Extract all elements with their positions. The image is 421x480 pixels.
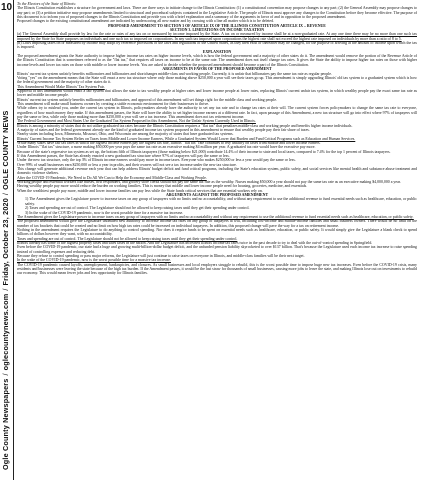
notice-paragraph: Illinois' Current Income Tax System Relies on Taxes from Middle and Lower Income Earners, While a Graduated System Would Lower that Burden and Fund Critical Programs such as Education and Human Services. xyxy=(17,136,356,141)
notice-paragraph: Illinois already has some of the highest property taxes and sales taxes in the nation. And the Legislature has increased Illinois income tax rates twice in the past decade to try to deal with the out-of-control spending in Springfield. xyxy=(17,240,373,245)
notice-paragraph: Nearby states including Iowa, Minnesota, Missouri, Ohio, and Wisconsin are among the majority of states that have graduated tax systems. xyxy=(17,132,234,137)
folio-date: Friday, October 23, 2020 xyxy=(1,198,10,286)
page-sidebar xyxy=(0,0,14,480)
notice-paragraph: Under the new tax structure, only the top 3% of Illinois income earners would pay more in income taxes. Everyone who makes $250,000 or less a year would pay the same or less. xyxy=(17,158,296,163)
notice-paragraph: To the Electors of the State of Illinois: xyxy=(17,2,77,6)
notice-paragraph: (a) The General Assembly shall provide by law for the rate or rates of any tax on or measured by income imposed by the State. A tax on or measured by income shall be at a non-graduated rate. At any one time there may be no more than one such tax imposed by the State for State purposes on individuals and one such tax so imposed on corporations. In any such tax imposed upon corporations the highest rate shall not exceed the highest rate imposed on individuals by more than a ratio of 8 to 5. xyxy=(17,32,417,41)
notice-paragraph: Over 99% of small businesses earn $250,000 or less a year in profits, and their owners will not see a tax increase under the new tax structure. xyxy=(17,162,237,167)
sidebar-folio: Ogle County Newspapers/oglecountynews.com/Friday, October 23, 2020/OGLE COUNTY NEWS xyxy=(1,110,10,470)
notice-paragraph: While many states have fair tax rates in which the highest income earners pay the highest tax rate, Illinois' "flat tax" rate continues to rely unfairly on taxes from middle and lower income earners. xyxy=(17,141,321,145)
notice-paragraph: When the wealthiest people pay more, middle and lower income families can pay less while the State funds critical services that are essential workers rely on. xyxy=(17,188,263,193)
notice-paragraph: The Illinois Constitution establishes a structure for government and laws. There are three ways to initiate change to the Illinois Constitution: (1) a constitutional convention may propose changes to any part; (2) the General Assembly may propose changes to any part; or (3) a petition initiative may propose amendments limited to structural and procedural subjects contained in the Legislative Article. The people of Illinois must approve any changes to the Constitution before they become effective. The purpose of this document is to inform you of proposed changes to the Illinois Constitution and provide you with a brief explanation and a summary of the arguments in favor of and in opposition to the proposed amendment. xyxy=(17,6,417,20)
notice-paragraph: In the wake of the COVID-19 pandemic, now is the worst possible time for a massive tax increase. xyxy=(17,258,171,263)
notice-paragraph: 1) The Amendment gives the Legislature power to increase taxes on any group of taxpayers with no limits and no accountability, and without any requirement to use the additional revenue to fund essential needs such as healthcare, education, or public safety. xyxy=(25,197,417,206)
notice-paragraph: Voting "yes" on the amendment means that the State will enact a new tax structure where only those making above $250,000 a year will see their taxes go up. This amendment is simply upgrading Illinois' old tax system to a graduated system which is how the federal government and the majority of other states do it. xyxy=(17,75,417,85)
notice-paragraph: The Federal Government and Most States Use the Graduated Tax System Proposed in this Amendment, Not the Unfair System Currently Used in Illinois. xyxy=(17,119,256,124)
notice-paragraph: The Amendment gives the Legislature power to increase taxes on any group of taxpayers with no limits and no accountability and without any requirement to use the additional revenue to fund essential needs such as healthcare, education, or public safety. xyxy=(17,214,414,219)
notice-paragraph: This amendment will make small business owners by creating a stable economic environment for their businesses to thrive. xyxy=(17,101,210,106)
page-number: 10 xyxy=(0,2,13,13)
notice-paragraph: 2) Taxes and spending are out of control. The Legislature should not be allowed to keep raising taxes until they get their spending under control. xyxy=(25,206,250,211)
notice-paragraph: This Amendment Would Make Illinois' Tax System Fair. xyxy=(17,84,105,89)
notice-paragraph: Illinois' current tax system unfairly benefits millionaires and billionaires and shortchanges middle-class and working people. Currently, it is unfair that billionaires pay the same tax rate as regular people. xyxy=(17,71,332,76)
notice-paragraph: Under Illinois' "flat tax" structure, a nurse making $50,000 per year pays the same tax rate as an executive making $4 million per year. A graduated tax rate would have the executive pay more. xyxy=(17,145,316,150)
notice-paragraph: Because of the state's regressive tax system as set up, the bottom fifth of Illinois taxpayers (those making below $21,000) contribute 14.4% of their income to state and local taxes, compared to 7.4% for the top 1 percent of Illinois taxpayers. xyxy=(17,149,391,154)
folio-url: oglecountynews.com xyxy=(1,293,10,371)
notice-paragraph: This change will generate additional revenue each year that can help address Illinois' budget deficit and fund critical programs, including the State's education system, public safety, and social services like mental health and substance abuse treatment and domestic violence shelters. xyxy=(17,167,417,176)
notice-paragraph: Because they refuse to control spending or pass major reforms, the Legislature will just continue to raise taxes on everyone in Illinois, and middle-class families will be their next target. xyxy=(17,253,305,258)
notice-paragraph: Working people and essential workers like nurses, first responders, and grocery store clerks should not pay the same tax rate as the wealthy. Nurses making $50,000 a year should not pay the same tax rate as an executive making $4,000,000 a year. xyxy=(17,180,401,185)
notice-paragraph: ARGUMENTS IN FAVOR OF THE PROPOSED AMENDMENT xyxy=(162,67,272,72)
folio-site: Ogle County Newspapers xyxy=(1,378,10,470)
notice-paragraph: The COVID-19 pandemic caused layoffs, unemployment, bankruptcies, and closures. As small businesses and local employers struggle to rebuild, this is the worst possible time to impose huge new tax increases. Even before the COVID-19 crisis, many residents and businesses were leaving the state because of the high tax burden. If the Amendment passes, it would be the last straw for thousands of small businesses, causing more jobs to leave the state, and making Illinois lose out on investments to rebuild our economy. This would mean fewer jobs and less opportunity for Illinois families. xyxy=(17,262,417,276)
notice-paragraph: Approval of this amendment would enact a fair system that allows the state to tax wealthy people at higher rates and lower income people at lower rates, replacing Illinois' current unfair tax system, in which wealthy people pay the exact same tax rate as lower and middle income people. xyxy=(17,88,417,98)
notice-paragraph: 3) In the wake of the COVID-19 pandemic, now is the worst possible time for a massive tax increase. xyxy=(25,210,184,215)
notice-paragraph: The proposed amendment grants the State authority to impose higher income tax rates on higher income levels, which is how the federal government and a majority of other states do it. The amendment would remove the portion of the Revenue Article of the Illinois Constitution that is sometimes referred to as the "flat tax," that requires all taxes on income to be at the same rate. The amendment does not itself change tax rates. It gives the State the ability to impose higher tax rates on those with higher income levels and lower tax rates on those with middle or lower income levels. You are asked to decide whether the proposed amendment should become a part of the Illinois Constitution. xyxy=(17,54,417,67)
notice-paragraph: After the COVID-19 Pandemic, We Need to Do All We Can to Help the Economy and Middle-Class and Working People. xyxy=(17,175,207,180)
notice-paragraph: Illinois is among a minority of states that do not utilize graduated tax rates because the Illinois Constitution requires a "flat tax" that penalizes middle-class and working people and benefits higher income individuals. xyxy=(17,123,353,128)
notice-paragraph: SECTION 3. LIMITATIONS ON INCOME TAXATION xyxy=(169,28,265,33)
notice-paragraph: Nothing in the amendment requires the Legislature to do anything to control spending. Nor does it require funds to be spent on essential needs such as healthcare, education, or public safety. It would simply give the Legislature a blank check to spend billions of dollars however they want, with no accountability. xyxy=(17,227,417,237)
notice-paragraph: (b) Laws imposing taxes on or measured by income may adopt by reference provisions of the laws and regulations of the United States, as they then exist or thereafter may be changed, for the purpose of arriving at the amount of income upon which the tax is imposed. xyxy=(17,41,417,50)
notice-paragraph: A majority of states and the federal government already use the kind of graduated income tax system proposed in this amendment to ensure that wealthy people pay their fair share of taxes. xyxy=(17,127,310,132)
notice-paragraph: Taxes and spending are out of control. The Legislature should not be allowed to keep raising taxes until they get their spending under control. xyxy=(17,236,238,241)
notice-paragraph: Illinois' current tax system unfairly benefits millionaires and billionaires, and approval of this amendment will set things right for the middle class and working people. xyxy=(17,97,278,102)
folio-section: OGLE COUNTY NEWS xyxy=(1,110,10,190)
notice-paragraph: ARGUMENTS AGAINST THE PROPOSED AMENDMENT xyxy=(165,193,269,198)
legal-notice-body xyxy=(17,2,417,478)
notice-paragraph: EXPLANATION xyxy=(202,49,232,54)
notice-paragraph: Having wealthy people pay more would reduce the burden on working families. This is money that middle and lower income people need for housing, groceries, medicine, and essentials. xyxy=(17,184,308,189)
notice-paragraph: Even before the COVID-19 pandemic, our state had a huge and growing multi-billion-dollar budget deficit, and the unfunded pension liability skyrocketed to over $137 billion. That's because the Legislature used each income tax increase to raise spending instead of controlling expenses and reducing debt. xyxy=(17,245,417,254)
notice-paragraph: Proposed changes to the existing constitutional amendment are indicated by underscoring all new matter and by crossing with a line all matter which is to be deleted. xyxy=(17,19,275,24)
notice-paragraph: While others try to mislead you, under the current tax system in Illinois, policymakers already have the authority to set any tax rate and to change tax rates at their will. The current system forces policymakers to change the same tax rate to everyone, regardless of how much money they make. If this amendment passes, the State will have the ability to set higher income earners at a different rate. In fact, upon passage of this Amendment, a new tax structure will go into effect where 97% of taxpayers will pay the same or less, while only those making more than $250,000 a year will see a tax increase. This amendment does not tax retirement income. xyxy=(17,106,417,119)
notice-paragraph: If this Amendment passes, the State has already enacted a new graduated tax structure where 97% of taxpayers will pay the same or less. xyxy=(17,154,230,159)
notice-paragraph: The proposed amendment would give the Legislature unlimited new authority to increase income tax rates on any group of taxpayers at will, including low-income and middle-income families and small business owners. There would be no limit on the number of tax brackets that could be created and no limit on how high tax rates could be increased on individual taxpayers. In addition, this proposed change will pave the way for a tax on retirement income. xyxy=(17,219,417,228)
notice-paragraph: PROPOSED AMENDMENT TO SECTION 3 OF ARTICLE IX OF THE ILLINOIS CONSTITUTION ARTICLE IX – REVENUE xyxy=(108,23,326,28)
